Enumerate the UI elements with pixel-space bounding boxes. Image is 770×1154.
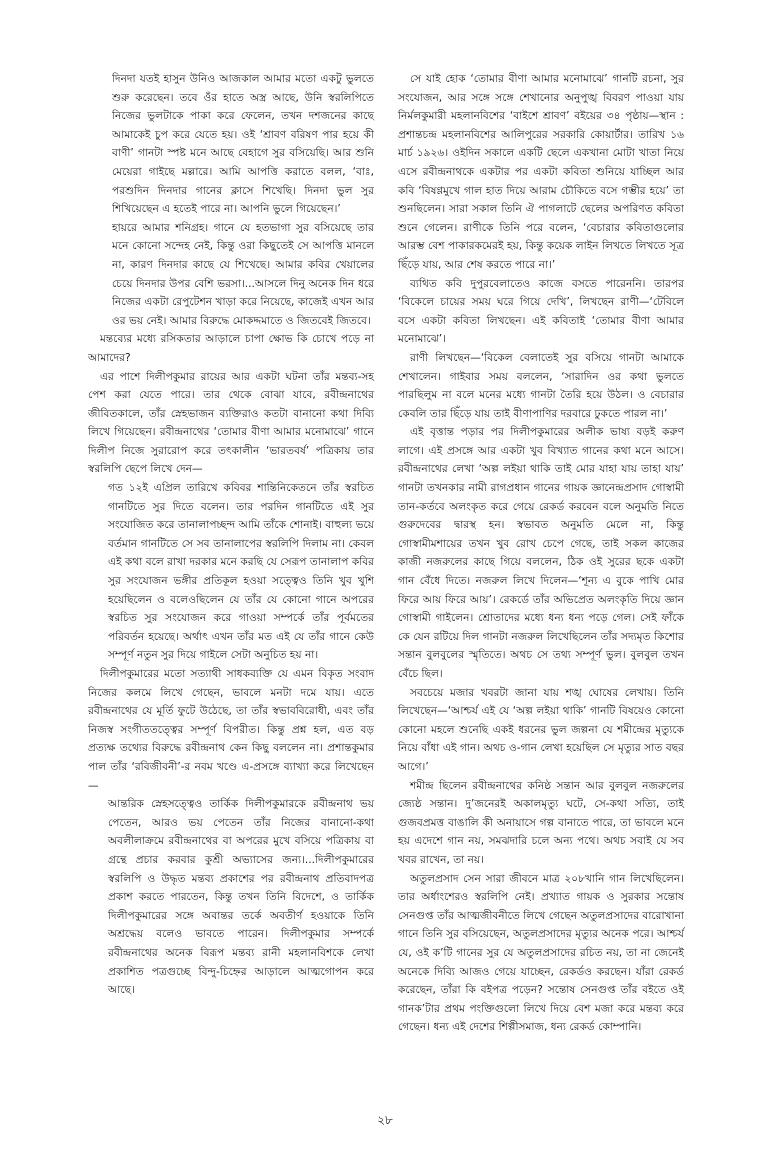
paragraph: দিলীপকুমারের মতো সত্যাথী সাধকব্যক্তি যে এমন বিকৃত সংবাদ নিজের কলমে লিখে গেছেন, ভাবলে মনটা দমে যায়। এতে রবীন্দ্রনাথের যে মূর্তি ফুটে উঠেছে, তা তাঁর স্বভাববিরোধী, এবং তাঁর নিজস্ব সংগীততত্ত্বের সম্পূর্ণ বিপরীত। কিন্তু প্রশ্ন হল, এত বড় প্রত্যক্ষ তথ্যের বিরুদ্ধে রবীন্দ্রনাথ কেন কিছু বললেন না। প্রশান্তকুমার পাল তাঁর ‘রবিজীবনী’-র নবম খণ্ডে এ-প্রসঙ্গে ব্যাখ্যা করে লিখেছেন— bbox=[88, 668, 374, 792]
block-quote: গত ১২ই এপ্রিল তারিখে কবিবর শান্তিনিকেতনে তাঁর স্বরচিত গানটিতে সুর দিতে বলেন। তার পরদিন গানটিতে এই সুর সংযোজিত করে তানালাপচ্ছন্দ আমি তাঁকে শোনাই। বাহুল্য ভয়ে বর্তমান গানটিতে সে সব তানালাপের স্বরলিপি দিলাম না। কেবল এই কথা বলে রাখা দরকার মনে করছি যে সেরূপ তানালাপ কবির সুর সংযোজন ভঙ্গীর প্রতিকূল হওয়া সত্ত্বেও তিনি খুব খুশি হয়েছিলেন ও বলেওছিলেন যে তাঁর যে কোনো গানে অপরের স্বরচিত সুর সংযোজন করে গাওয়া সম্পর্কে তাঁর পূর্বমতের পরিবর্তন হয়েছে। অর্থাৎ এখন তাঁর মত এই যে তাঁর গানে কেউ সম্পূর্ণ নতুন সুর দিয়ে গাইলে সেটা অনুচিত হয় না। bbox=[108, 482, 374, 662]
page-number: ২৮ bbox=[377, 1113, 393, 1127]
right-column bbox=[398, 70, 684, 1037]
paragraph: দিনদা যতই হাসুন উনিও আজকাল আমার মতো একটু ভুলতে শুরু করেছেন। তবে ওঁর হাতে অস্ত্র আছে, উনি স্বরলিপিতে নিজের ভুলটাকে পাকা করে ফেলেন, তখন দশজনের কাছে আমাকেই চুপ করে যেতে হয়। ওই ‘শ্রাবণ বরিষণ পার হয়ে কী বাণী’ গানটা স্পষ্ট মনে আছে বেহাগে সুর বসিয়েছি। আর শুনি মেয়েরা গাইছে মল্লারে। আমি আপত্তি করাতে বলল, ‘বাঃ, পরশুদিন দিনদার গানের ক্লাসে শিখেছি। দিনদা ভুল সুর শিখিয়েছেন এ হতেই পারে না। আপনি ভুলে গিয়েছেন।’ bbox=[112, 73, 374, 216]
paragraph: রাণী লিখছেন—‘বিকেল বেলাতেই সুর বসিয়ে গানটা আমাকে শেখালেন। গাইবার সময় বললেন, ‘সারাদিন ওর কথা ভুলতে পারছিলুম না বলে মনের মধ্যে গানটা তৈরি হয়ে উঠল। ও বেচারার কেবলি তার ছিঁড়ে যায় তাই বীণাপাণির দরবারে ঢুকতে পারল না।’ bbox=[398, 351, 684, 420]
paragraph: সে যাই হোক ‘তোমার বীণা আমার মনোমাঝে’ গানটি রচনা, সুর সংযোজন, আর সঙ্গে সঙ্গে শেখানোর অনুপুঙ্খ বিবরণ পাওয়া যায় নির্মলকুমারী মহলানবিশের ‘বাইশে শ্রাবণ’ বইয়ের ৩৪ পৃষ্ঠায়—স্থান : প্রশান্তচন্দ্র মহলানবিশের আলিপুরের সরকারি কোয়ার্টার। তারিখ ১৬ মার্চ ১৯২৬। ওইদিন সকালে একটি ছেলে একখানা মোটা খাতা নিয়ে এসে রবীন্দ্রনাথকে একটার পর একটা কবিতা শুনিয়ে যাচ্ছিল আর কবি ‘বিষণ্ণমুখে গাল হাত দিয়ে আরাম চৌকিতে বসে গম্ভীর হয়ে’ তা শুনছিলেন। সারা সকাল তিনি ঐ পাগলাটে ছেলের অপরিণত কবিতা শুনে গেলেন। রাণীকে তিনি পরে বলেন, ‘বেচারার কবিতাগুলোর আরম্ভ বেশ পাকারকমেরই হয়, কিন্তু কয়েক লাইন লিখতে লিখতে সূত্র ছিঁড়ে যায়, আর শেষ করতে পারে না।’ bbox=[398, 73, 684, 271]
paragraph: অতুলপ্রসাদ সেন সারা জীবনে মাত্র ২০৮খানি গান লিখেছিলেন। তার অর্ধাংশেরও স্বরলিপি নেই। প্রখ্যাত গায়ক ও সুরকার সন্তোষ সেনগুপ্ত তাঁর আত্মজীবনীতে লিখে গেছেন অতুলপ্রসাদের বারোখানা গানে তিনি সুর বসিয়েছেন, অতুলপ্রসাদের মৃত্যুর অনেক পরে। আশ্চর্য যে, ওই ক’টি গানের সুর যে অতুলপ্রসাদের রচিত নয়, তা না জেনেই অনেকে দিব্যি আজও গেয়ে যাচ্ছেন, রেকর্ডও করছেন। যাঁরা রেকর্ড করেছেন, তাঁরা কি বইপত্র পড়েন? সন্তোষ সেনগুপ্ত তাঁর বইতে ওই গানক’টার প্রথম পংক্তিগুলো লিখে দিয়ে বেশ মজা করে মন্তব্য করে গেছেন। ধন্য এই দেশের শিল্পীসমাজ, ধন্য রেকর্ড কোম্পানি। bbox=[398, 872, 684, 1034]
paragraph: এই বৃত্তান্ত পড়ার পর দিলীপকুমারের অলীক ভাষ্য বড়ই করুণ লাগে। এই প্রসঙ্গে আর একটা খুব বিখ্যাত গানের কথা মনে আসে। রবীন্দ্রনাথের লেখা ‘অল্প লইয়া থাকি তাই মোর যাহা যায় তাহা যায়’ গানটা তখনকার নামী রাগপ্রধান গানের গায়ক জ্ঞানেন্দ্রপ্রসাদ গোস্বামী তান-কর্তবে অলংকৃত করে গেয়ে রেকর্ড করবেন বলে অনুমতি নিতে গুরুদেবের দ্বারস্থ হন। স্বভাবত অনুমতি মেলে না, কিন্তু গোস্বামীমশায়ের তখন খুব রোখ চেপে গেছে, তাই সকল কাজের কাজী নজরুলের কাছে গিয়ে বললেন, ঠিক ওই সুরের ছকে একটা গান বেঁধে দিতে। নজরুল লিখে দিলেন—‘শূন্য এ বুকে পাখি মোর ফিরে আয় ফিরে আয়’। রেকর্ডে তাঁর অভিপ্রেত অলংকৃতি দিয়ে জ্ঞান গোস্বামী গাইলেন। শ্রোতাদের মধ্যে ধন্য ধন্য পড়ে গেল। সেই ফাঁকে কে যেন রটিয়ে দিল গানটা নজরুল লিখেছিলেন তাঁর সদ্যমৃত কিশোর সন্তান বুলবুলের স্মৃতিতে। অথচ সে তথ্য সম্পূর্ণ ভুল। বুলবুল তখন বেঁচে ছিল। bbox=[398, 426, 684, 680]
left-column bbox=[88, 70, 374, 1000]
block-quote: আন্তরিক স্নেহসত্ত্বেও তার্কিক দিলীপকুমারকে রবীন্দ্রনাথ ভয় পেতেন, আরও ভয় পেতেন তাঁর নিজের বানানো-কথা অবলীলাক্রমে রবীন্দ্রনাথের বা অপরের মুখে বসিয়ে পত্রিকায় বা গ্রন্থে প্রচার করবার কুশ্রী অভ্যাসের জন্য।...দিলীপকুমারের স্বরলিপি ও উদ্ধৃত মন্তব্য প্রকাশের পর রবীন্দ্রনাথ প্রতিবাদপত্র প্রকাশ করতে পারতেন, কিন্তু তখন তিনি বিদেশে, ও তার্কিক দিলীপকুমারের সঙ্গে অবান্তর তর্কে অবতীর্ণ হওয়াকে তিনি অশ্রদ্ধেয় বলেও ভাবতে পারেন। দিলীপকুমার সম্পর্কে রবীন্দ্রনাথের অনেক বিরূপ মন্তব্য রানী মহলানবিশকে লেখা প্রকাশিত পত্রগুচ্ছে বিন্দু-চিহ্নের আড়ালে আত্মগোপন করে আছে। bbox=[108, 798, 374, 997]
paragraph: এর পাশে দিলীপকুমার রায়ের আর একটা ঘটনা তাঁর মন্তব্য-সহ পেশ করা যেতে পারে। তার থেকে বোঝা যাবে, রবীন্দ্রনাথের জীবিতকালে, তাঁর স্নেহভাজন ব্যক্তিরাও কতটা বানানো কথা দিব্যি লিখে গিয়েছেন। রবীন্দ্রনাথের ‘তোমার বীণা আমার মনোমাঝে’ গানে দিলীপ নিজে সুরারোপ করে তৎকালীন ‘ভারতবর্ষ’ পত্রিকায় তার স্বরলিপি ছেপে লিখে দেন— bbox=[88, 370, 374, 476]
paragraph: শমীন্দ্র ছিলেন রবীন্দ্রনাথের কনিষ্ঠ সন্তান আর বুলবুল নজরুলের জ্যেষ্ঠ সন্তান। দু’জনেরই অকালমৃত্যু ঘটে, সে-কথা সত্যি, তাই গুজবপ্রমত্ত বাঙালি কী অনায়াসে গল্প বানাতে পারে, তা ভাবলে মনে হয় এদেশে গান নয়, সমঝদারি চলে অন্য পথে। অথচ সবাই যে সব খবর রাখেন, তা নয়। bbox=[398, 779, 684, 866]
paragraph: মন্তব্যের মধ্যে রসিকতার আড়ালে চাপা ক্ষোভ কি চোখে পড়ে না আমাদের? bbox=[88, 333, 374, 364]
paragraph: ব্যথিত কবি দুপুরবেলাতেও কাজে বসতে পারেননি। তারপর ‘বিকেলে চায়ের সময় ঘরে গিয়ে দেখি’, লিখছেন রাণী—‘টেবিলে বসে একটা কবিতা লিখছেন। এই কবিতাই ‘তোমার বীণা আমার মনোমাঝে’। bbox=[398, 277, 684, 346]
paragraph: সবচেয়ে মজার খবরটা জানা যায় শঙ্খ ঘোষের লেখায়। তিনি লিখেছেন—‘আশ্চর্য এই যে ‘অল্প লইয়া থাকি’ গানটি বিষয়েও কোনো কোনো মহলে শুনেছি একই ধরনের ভুল জল্পনা যে শমীন্দ্রের মৃত্যুকে নিয়ে বাঁধা এই গান। অথচ ও-গান লেখা হয়েছিল সে মৃত্যুর সাত বছর আগে।’ bbox=[398, 686, 684, 773]
paragraph: হায়রে আমার শনিগ্রহ। গানে যে হতভাগা সুর বসিয়েছে তার মনে কোনো সন্দেহ নেই, কিন্তু ওরা কিছুতেই সে আপত্তি মানলে না, কারণ দিনদার কাছে যে শিখেছে। আমার কবির খেয়ালের চেয়ে দিনদার উপর বেশি ভরসা।...আসলে দিনু অনেক দিন ধরে নিজের একটা রেপুটেশন খাড়া করে নিয়েছে, কাজেই এখন আর ওর ভয় নেই। আমার বিরুদ্ধে মোকদ্দমাতে ও জিতবেই জিতবে। bbox=[112, 221, 374, 327]
